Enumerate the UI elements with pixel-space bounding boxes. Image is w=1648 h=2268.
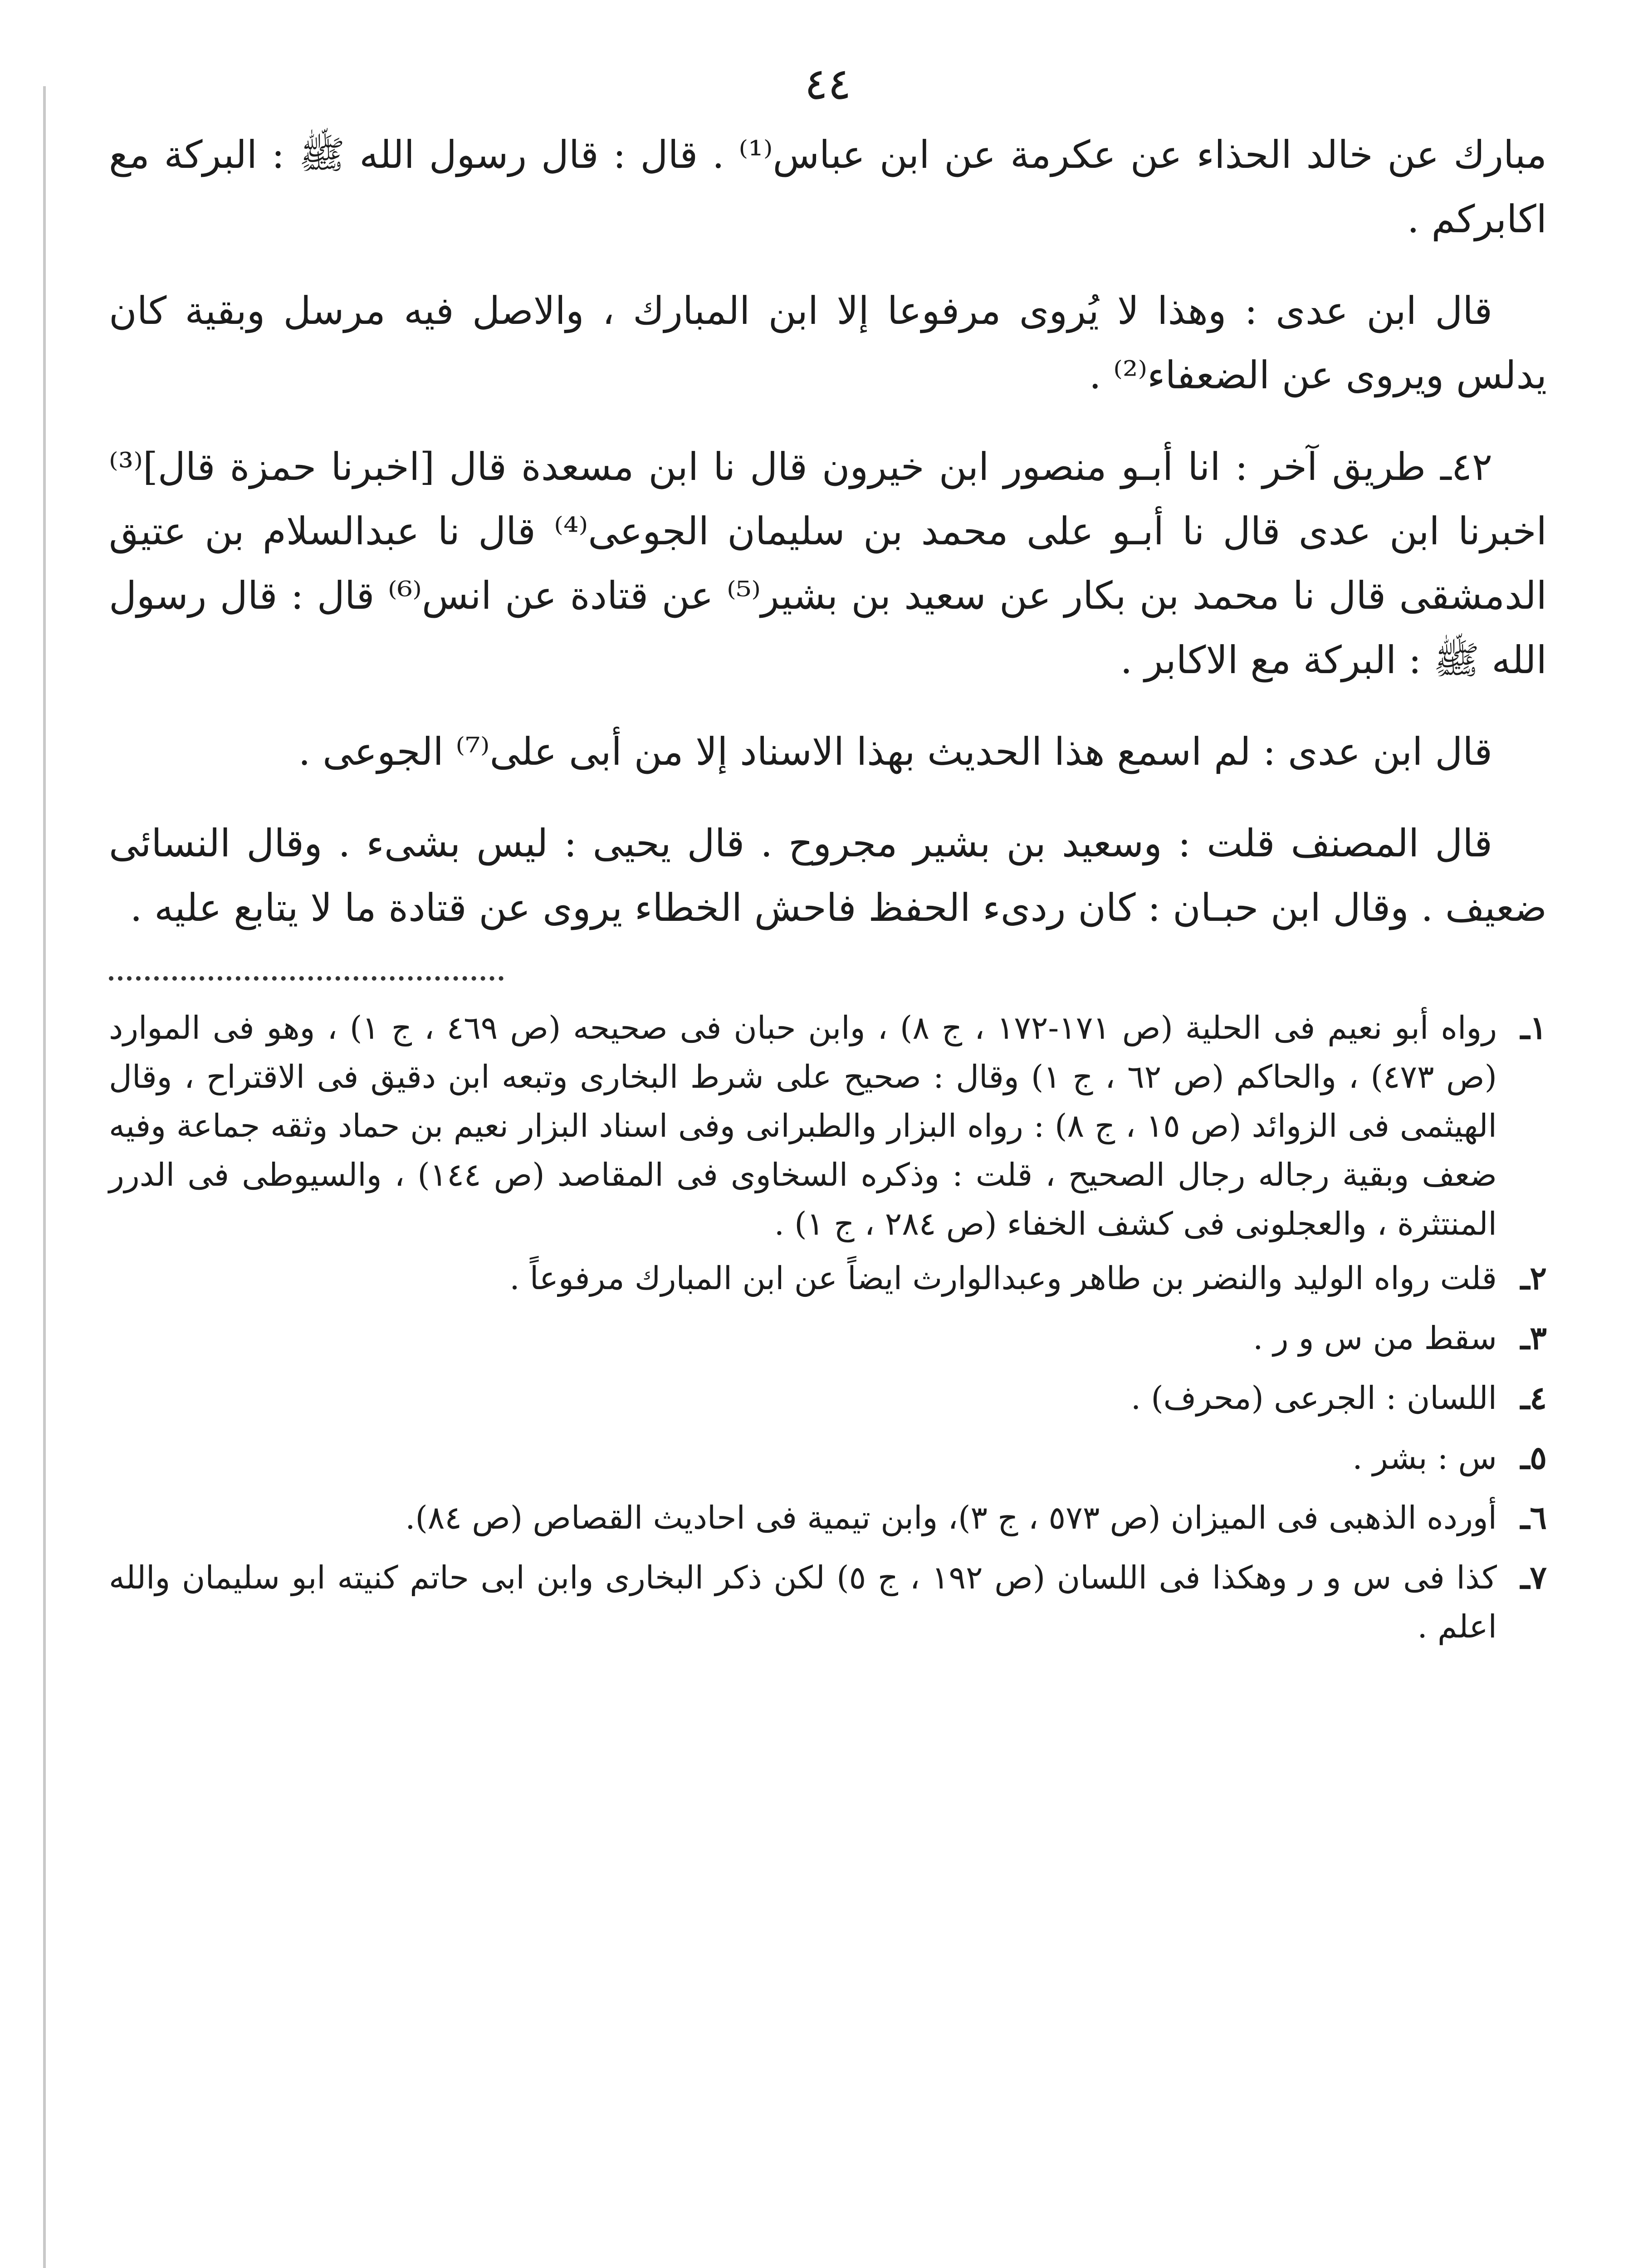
- footnote-text: قلت رواه الوليد والنضر بن طاهر وعبدالوارث ايضاً عن ابن المبارك مرفوعاً .: [509, 1260, 1497, 1297]
- footnote-text: اللسان : الجرعى (محرف) .: [1130, 1379, 1497, 1417]
- footnote-number: ٥ـ: [1520, 1439, 1547, 1476]
- footnote: [109, 1433, 1547, 1482]
- document-page: [109, 54, 1547, 2268]
- footnote-divider: [109, 976, 504, 981]
- footnote: [109, 1374, 1547, 1422]
- page-number: ٤٤: [804, 59, 851, 109]
- paragraph-3: ٤٢ـ طريق آخر : انا أبـو منصور ابن خيرون قال نا ابن مسعدة قال [اخبرنا حمزة قال]⁽³⁾ اخبرنا ابن عدى قال نا أبـو على محمد بن سليمان الجوعى⁽⁴⁾ قال نا عبدالسلام بن عتيق الدمشقى قال نا محمد بن بكار عن سعيد بن بشير⁽⁵⁾ عن قتادة عن انس⁽⁶⁾ قال : قال رسول الله ﷺ : البركة مع الاكابر .: [109, 445, 1547, 682]
- paragraph-5: قال المصنف قلت : وسعيد بن بشير مجروح . قال يحيى : ليس بشىء . وقال النسائى ضعيف . وقال ابن حبـان : كان ردىء الحفظ فاحش الخطاء يروى عن قتادة ما لا يتابع عليه .: [109, 821, 1547, 930]
- footnote: [109, 1254, 1547, 1303]
- scan-edge: [43, 86, 46, 2268]
- footnotes: [109, 1003, 1547, 1651]
- footnote: [109, 1553, 1547, 1651]
- paragraph-2: قال ابن عدى : وهذا لا يُروى مرفوعا إلا ابن المبارك ، والاصل فيه مرسل وبقية كان يدلس ويروى عن الضعفاء⁽²⁾ .: [109, 288, 1547, 397]
- footnote: [109, 1003, 1547, 1248]
- main-text: [109, 122, 1547, 940]
- footnote-text: أورده الذهبى فى الميزان (ص ٥٧٣ ، ج ٣)، وابن تيمية فى احاديث القصاص (ص ٨٤).: [405, 1499, 1497, 1536]
- footnote-number: ١ـ: [1520, 1009, 1547, 1046]
- footnote-text: سقط من س و ر .: [1253, 1320, 1497, 1357]
- footnote-number: ٢ـ: [1520, 1259, 1547, 1297]
- footnote-number: ٤ـ: [1520, 1379, 1547, 1417]
- footnote-number: ٣ـ: [1520, 1319, 1547, 1357]
- paragraph-4: قال ابن عدى : لم اسمع هذا الحديث بهذا الاسناد إلا من أبى على⁽⁷⁾ الجوعى .: [298, 729, 1492, 774]
- footnote: [109, 1314, 1547, 1363]
- footnote-number: ٦ـ: [1520, 1499, 1547, 1536]
- paragraph-1: مبارك عن خالد الحذاء عن عكرمة عن ابن عباس⁽¹⁾ . قال : قال رسول الله ﷺ : البركة مع اكابركم .: [109, 132, 1547, 241]
- footnote-text: كذا فى س و ر وهكذا فى اللسان (ص ١٩٢ ، ج ٥) لكن ذكر البخارى وابن ابى حاتم كنيته ابو سليمان والله اعلم .: [109, 1559, 1497, 1645]
- footnote: [109, 1493, 1547, 1542]
- footnote-number: ٧ـ: [1520, 1559, 1547, 1596]
- footnote-text: رواه أبو نعيم فى الحلية (ص ١٧١-١٧٢ ، ج ٨) ، وابن حبان فى صحيحه (ص ٤٦٩ ، ج ١) ، وهو فى الموارد (ص ٤٧٣) ، والحاكم (ص ٦٢ ، ج ١) وقال : صحيح على شرط البخارى وتبعه ابن دقيق فى الاقتراح ، وقال الهيثمى فى الزوائد (ص ١٥ ، ج ٨) : رواه البزار والطبرانى وفى اسناد البزار نعيم بن حماد وثقه جماعة وفيه ضعف وبقية رجاله رجال الصحيح ، قلت : وذكره السخاوى فى المقاصد (ص ١٤٤) ، والسيوطى فى الدرر المنتثرة ، والعجلونى فى كشف الخفاء (ص ٢٨٤ ، ج ١) .: [109, 1009, 1497, 1242]
- footnote-text: س : بشر .: [1352, 1439, 1497, 1476]
